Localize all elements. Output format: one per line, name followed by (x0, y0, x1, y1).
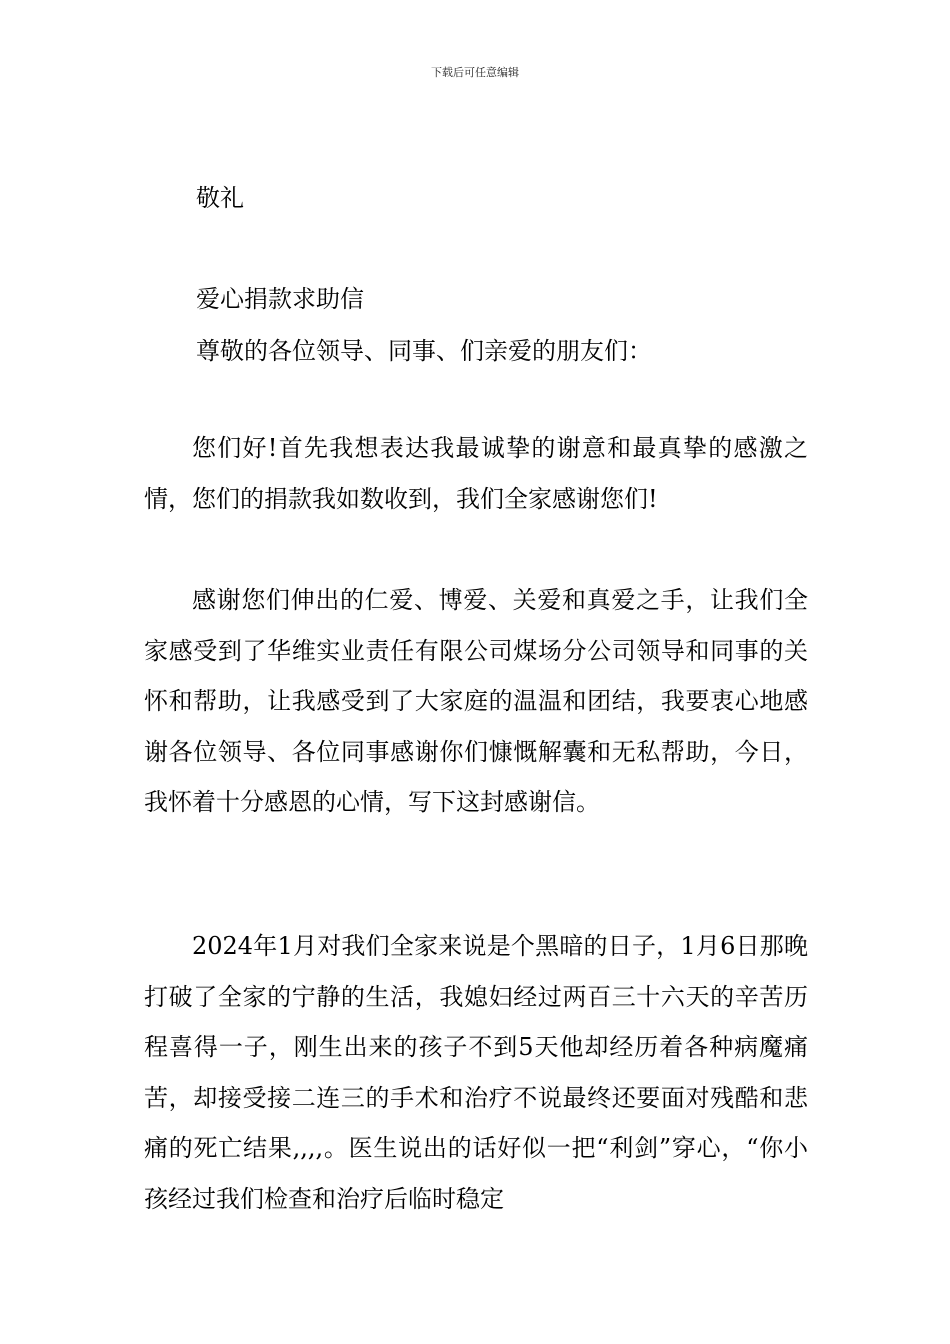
closing-line: 敬礼 (196, 184, 244, 212)
salutation-line: 尊敬的各位领导、同事、们亲爱的朋友们： (196, 337, 652, 365)
paragraph-thanks: 您们好!首先我想表达我最诚挚的谢意和最真挚的感激之情，您们的捐款我如数收到，我们全家感谢您们! (144, 434, 808, 513)
paragraph-gratitude: 感谢您们伸出的仁爱、博爱、关爱和真爱之手，让我们全家感受到了华维实业责任有限公司煤场分公司领导和同事的关怀和帮助，让我感受到了大家庭的温温和团结，我要衷心地感谢各位领导、各位同事感谢你们慷慨解囊和无私帮助，今日，我怀着十分感恩的心情，写下这封感谢信。 (144, 586, 808, 816)
letter-title: 爱心捐款求助信 (196, 285, 364, 313)
page-header-note: 下载后可任意编辑 (431, 66, 519, 79)
paragraph-story: 2024年1月对我们全家来说是个黑暗的日子，1月6日那晚打破了全家的宁静的生活，我媳妇经过两百三十六天的辛苦历程喜得一子，刚生出来的孩子不到5天他却经历着各种病魔痛苦，却接受接二连三的手术和治疗不说最终还要面对残酷和悲痛的死亡结果,,,,。医生说出的话好似一把“利剑”穿心，“你小孩经过我们检查和治疗后临时稳定 (144, 932, 808, 1213)
